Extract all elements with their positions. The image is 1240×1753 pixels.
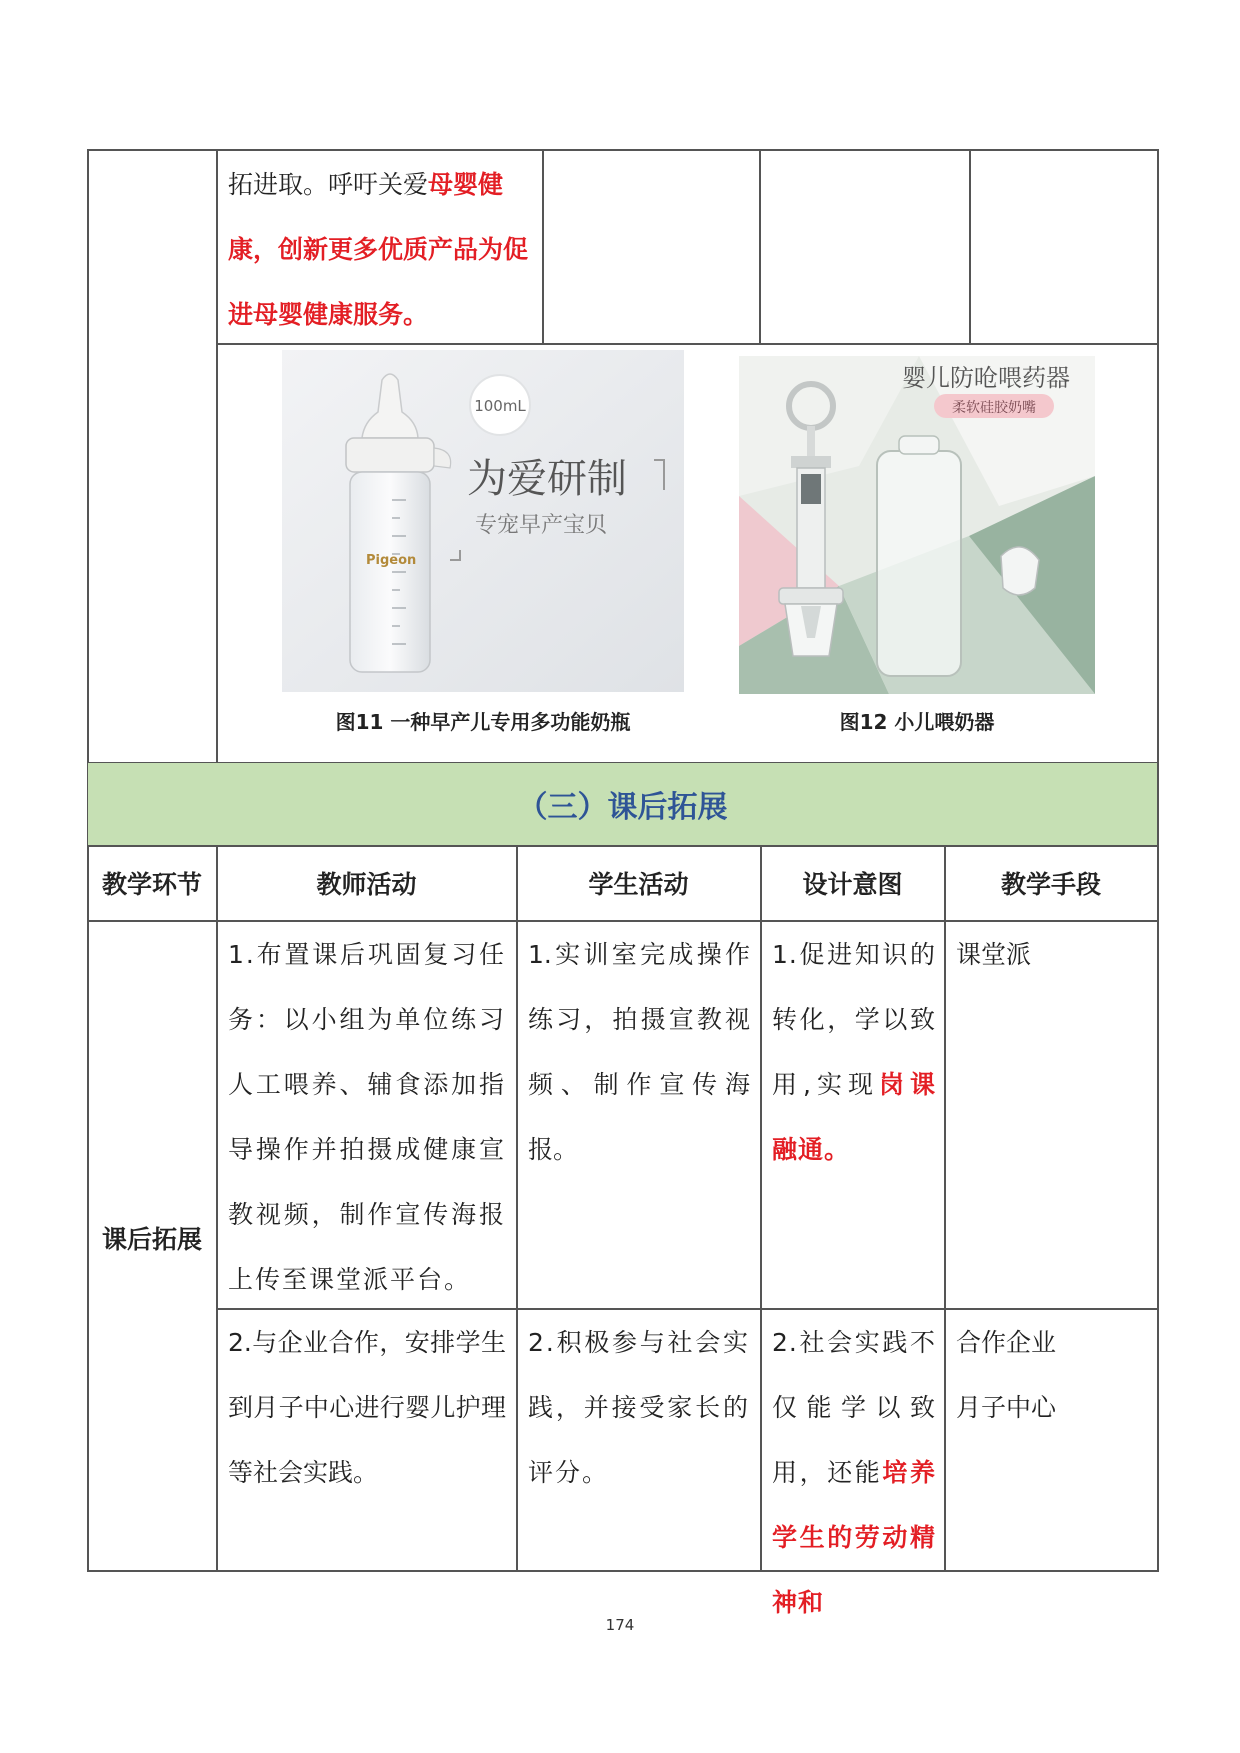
col-divider: [516, 845, 518, 1570]
col-divider: [760, 845, 762, 1570]
header-teaching-means: 教学手段: [1000, 870, 1101, 899]
table-border-right: [1157, 149, 1159, 1570]
feeder-title: 婴儿防呛喂药器: [902, 364, 1070, 392]
row1-teaching-means: 课堂派: [956, 940, 1032, 969]
section-title: （三）课后拓展: [517, 790, 728, 825]
col-divider: [216, 149, 218, 763]
row2-teaching-means: [956, 1310, 1146, 1440]
prev-teacher-text-emphasis: 母婴健康，创新更多优质产品为促进母婴健康服务。: [228, 170, 529, 329]
table-border-bottom: [87, 1570, 1159, 1572]
row2-intent-plain: 2.社会实践不仅能学以致用，还能: [772, 1328, 936, 1487]
row1-student-activity: 1.实训室完成操作练习，拍摄宣教视频、制作宣传海报。: [528, 940, 750, 1164]
figure-12-image: [739, 356, 1095, 694]
prev-teacher-activity: [228, 152, 533, 347]
bottle-slogan: 为爱研制: [467, 456, 627, 502]
row2-student-activity: 2.积极参与社会实践，并接受家长的评分。: [528, 1328, 750, 1487]
figure-11-caption: 图11 一种早产儿专用多功能奶瓶: [335, 710, 631, 734]
col-divider: [969, 149, 971, 344]
header-student-activity: 学生活动: [588, 870, 689, 899]
page-number: 174: [605, 1616, 635, 1634]
header-design-intent: 设计意图: [802, 870, 903, 899]
row1-intent-plain: 1.促进知识的转化，学以致用,实现: [772, 940, 936, 1099]
bottle-capacity-badge: 100mL: [474, 397, 526, 415]
row2-design-intent: [772, 1310, 936, 1635]
col-divider: [759, 149, 761, 344]
medicine-feeder-illustration: [739, 356, 1095, 694]
row1-teacher-activity: 1.布置课后巩固复习任务：以小组为单位练习人工喂养、辅食添加指导操作并拍摄成健康宣教视频，制作宣传海报上传至课堂派平台。: [228, 940, 506, 1294]
feeding-bottle-illustration: [282, 350, 684, 692]
row2-means-line2: 月子中心: [956, 1393, 1057, 1422]
header-stage: 教学环节: [101, 870, 202, 899]
row2-intent-emphasis: 培养学生的劳动精神和: [772, 1458, 936, 1617]
stage-label: 课后拓展: [101, 1225, 202, 1254]
row2-means-line1: 合作企业: [956, 1328, 1057, 1357]
figure-11-image: [282, 350, 684, 692]
table-border-top: [87, 149, 1159, 151]
row1-design-intent: [772, 922, 936, 1182]
bottle-subslogan: 专宠早产宝贝: [475, 513, 608, 538]
col-divider: [542, 149, 544, 344]
section-title-bar: [88, 763, 1157, 845]
col-divider: [944, 845, 946, 1570]
bottle-brand-text: Pigeon: [366, 553, 417, 568]
col-divider: [216, 845, 218, 1570]
row1-intent-emphasis: 岗课融通。: [772, 1070, 936, 1164]
figure-12-caption: 图12 小儿喂奶器: [839, 710, 995, 734]
header-teacher-activity: 教师活动: [316, 870, 417, 899]
prev-teacher-text-plain: 拓进取。呼吁关爱: [228, 170, 429, 199]
feeder-tag: 柔软硅胶奶嘴: [952, 400, 1036, 416]
row2-teacher-activity: 2.与企业合作，安排学生到月子中心进行婴儿护理等社会实践。: [228, 1328, 506, 1487]
